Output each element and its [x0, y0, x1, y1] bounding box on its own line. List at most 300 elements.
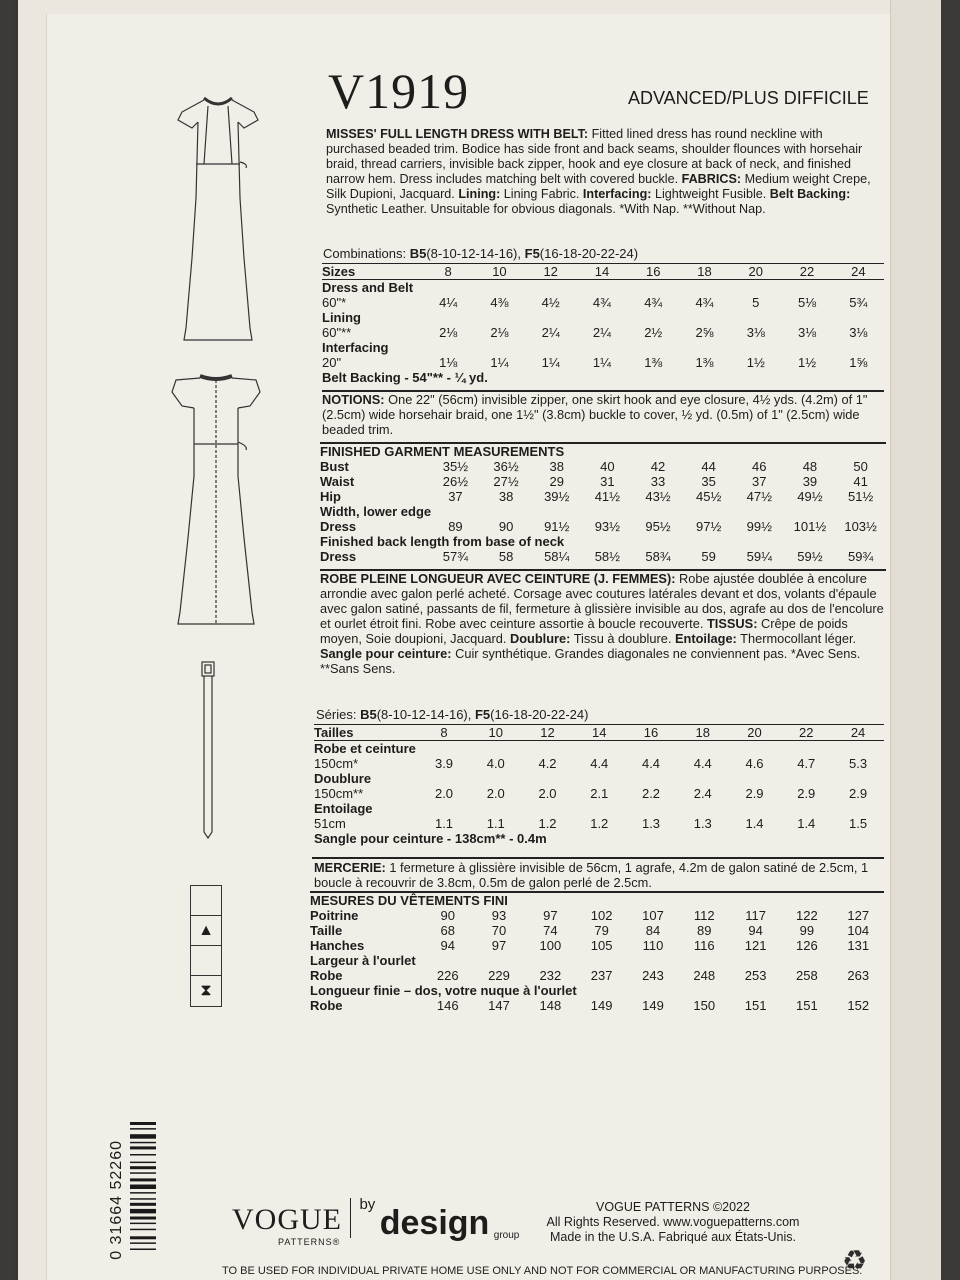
- en-yardage-0-value: 5⅛: [797, 295, 817, 310]
- fr-yardage-2-value: 1.4: [797, 816, 816, 831]
- barcode-bar: [130, 1142, 156, 1144]
- english-description: [326, 127, 881, 217]
- table-row: [314, 816, 884, 831]
- table-row: [320, 489, 886, 504]
- table-row: [314, 756, 884, 771]
- vogue-logo: VOGUE: [232, 1203, 342, 1236]
- fr-finished-title-row-label: [310, 893, 884, 908]
- en-yardage-0-value: 5¾: [849, 295, 868, 310]
- en-finished-2-value: 49½: [797, 489, 823, 504]
- en-finished-1-value: 29: [549, 474, 564, 489]
- fr-yardage-0-value: 5.3: [849, 756, 868, 771]
- fabrics-text: Medium weight Crepe, Silk Dupioni, Jacquard.: [326, 172, 871, 201]
- fr-length-value: 147: [488, 998, 510, 1013]
- fr-size-20: 20: [729, 725, 781, 741]
- en-width-value: 91½: [544, 519, 570, 534]
- en-yardage-0-value: 4¾: [644, 295, 663, 310]
- en-yardage-2-value: 1⅝: [849, 355, 868, 370]
- french-yardage-table: [314, 724, 884, 846]
- fr-size-14: 14: [573, 725, 625, 741]
- fr-width-title-row-title: Largeur à l'ourlet: [310, 953, 416, 968]
- en-size-20: 20: [730, 264, 781, 280]
- en-sizes-label: Sizes: [322, 264, 423, 280]
- en-yardage-1-value: 3⅛: [746, 325, 765, 340]
- barcode-bar: [130, 1192, 156, 1194]
- fr-yardage-2-row-title: Entoilage: [314, 801, 373, 816]
- en-size-24: 24: [833, 264, 884, 280]
- en-length-value: 58¼: [544, 549, 570, 564]
- group-text: group: [493, 1230, 520, 1241]
- copyright-line-2: All Rights Reserved. www.voguepatterns.com: [546, 1215, 800, 1229]
- combinations-line: [323, 246, 638, 261]
- combo-b5-sizes: (8-10-12-14-16),: [426, 246, 525, 261]
- copyright-line-3: Made in the U.S.A. Fabriqué aux États-Unis.: [550, 1230, 796, 1244]
- en-length-value: 58¾: [645, 549, 671, 564]
- en-width-title-row-label: [320, 504, 886, 519]
- hourglass-icon: [191, 976, 221, 1005]
- fr-width-value: 243: [642, 968, 664, 983]
- table-row: [320, 459, 886, 474]
- fr-yardage-0-value: 4.0: [486, 756, 505, 771]
- doublure-label: Doublure:: [509, 631, 571, 646]
- table-row: [310, 908, 884, 923]
- en-width-value: 95½: [645, 519, 671, 534]
- en-yardage-2-row-title: Interfacing: [322, 340, 389, 355]
- en-width-label: Dress: [320, 519, 357, 534]
- fr-width-title-row-label: [310, 953, 884, 968]
- fr-width-value: 226: [436, 968, 459, 983]
- fr-finished-2-label: Hanches: [310, 938, 365, 953]
- fr-finished-1-value: 104: [847, 923, 870, 938]
- fr-size-10: 10: [470, 725, 522, 741]
- serie-label: Séries:: [316, 707, 361, 722]
- en-width-title-row-title: Width, lower edge: [320, 504, 432, 519]
- fr-finished-1-value: 99: [799, 923, 815, 938]
- notions-block: [322, 392, 887, 437]
- en-finished-0-value: 44: [701, 459, 716, 474]
- fr-length-value: 149: [590, 998, 613, 1013]
- en-yardage-2-value: 1½: [746, 355, 765, 370]
- notation-up-glyph: ▲: [198, 921, 214, 939]
- belt-backing-line: Belt Backing - 54"** - ¼ yd.: [322, 370, 488, 385]
- fr-width-value: 258: [796, 968, 818, 983]
- entoilage-label: Entoilage:: [674, 631, 737, 646]
- serie-f5-sizes: (16-18-20-22-24): [490, 707, 589, 722]
- barcode-bar: [130, 1146, 156, 1149]
- fr-yardage-1-row-title: Doublure: [314, 771, 372, 786]
- fr-finished-0-value: 117: [745, 908, 766, 923]
- fr-yardage-1-value: 2.0: [486, 786, 505, 801]
- fr-length-value: 146: [436, 998, 459, 1013]
- notions-label: NOTIONS:: [322, 392, 385, 407]
- english-yardage-table: [322, 263, 884, 385]
- en-length-value: 58½: [594, 549, 621, 564]
- en-size-14: 14: [576, 264, 627, 280]
- en-finished-2-label: Hip: [320, 489, 341, 504]
- barcode-bar: [130, 1217, 156, 1220]
- barcode-bar: [130, 1172, 156, 1174]
- fr-finished-0-value: 90: [440, 908, 455, 923]
- fr-yardage-2-value: 1.3: [641, 816, 661, 831]
- en-width-value: 99½: [746, 519, 772, 534]
- fr-width-value: 232: [539, 968, 562, 983]
- serie-b5: B5: [360, 707, 377, 722]
- en-length-value: 59: [701, 549, 716, 564]
- combo-f5-sizes: (16-18-20-22-24): [539, 246, 639, 261]
- fr-yardage-2-value: 1.2: [590, 816, 609, 831]
- sangle-label: Sangle pour ceinture:: [320, 646, 452, 661]
- interfacing-text: Lightweight Fusible.: [651, 187, 770, 201]
- fr-width-value: 248: [693, 968, 716, 983]
- barcode-bar: [130, 1154, 156, 1156]
- notation-nap-glyph: ⧗: [200, 981, 212, 999]
- fr-length-value: 151: [744, 998, 767, 1013]
- fr-desc-text: Robe ajustée doublée à encolure arrondie avec galon perlé acheté. Corsage avec coutures latérales devant et dos, volants d'épaule avec galon satiné, passants de fil, fermeture à glissière invisible au dos, agrafe au dos de l'encolure et ourlet étroit fini. Robe avec ceinture assortie à boucle recouverte.: [320, 571, 884, 631]
- en-yardage-1-value: 3⅛: [797, 325, 817, 340]
- design-text: design: [379, 1204, 490, 1242]
- entoilage-text: Thermocollant léger.: [736, 631, 857, 646]
- barcode: [128, 1118, 158, 1278]
- fr-yardage-2-label: 51cm: [314, 816, 346, 831]
- fr-length-title-row-title: Longueur finie – dos, votre nuque à l'ourlet: [310, 983, 577, 998]
- fr-yardage-2-value: 1.1: [486, 816, 505, 831]
- table-row: [310, 968, 884, 983]
- en-finished-1-value: 35: [701, 474, 716, 489]
- en-yardage-0-value: 4¾: [592, 295, 611, 310]
- sangle-row: [314, 831, 884, 846]
- fr-yardage-0-value: 4.4: [693, 756, 712, 771]
- fr-finished-2-value: 105: [590, 938, 613, 953]
- fr-size-16: 16: [625, 725, 677, 741]
- en-yardage-0-value: 5: [752, 295, 760, 310]
- fr-finished-0-value: 93: [491, 908, 507, 923]
- barcode-bar: [130, 1185, 156, 1190]
- en-length-value: 57¾: [442, 549, 469, 564]
- en-finished-1-label: Waist: [320, 474, 355, 489]
- en-yardage-1-value: 2⅛: [490, 325, 509, 340]
- fabrics-label: FABRICS:: [681, 172, 742, 186]
- notions-text: One 22" (56cm) invisible zipper, one skirt hook and eye closure, 4½ yds. (4.2m) of 1" (2.5cm) wide horsehair braid, one 1½" (3.8cm) buckle to cover, ½ yd. (0.5m) of 1" (2.5cm) wide beaded trim.: [322, 392, 868, 437]
- en-sizes-header: [322, 264, 884, 280]
- fr-size-12: 12: [522, 725, 574, 741]
- fr-finished-1-value: 94: [748, 923, 763, 938]
- fr-finished-0-value: 112: [693, 908, 715, 923]
- en-length-title-row-title: Finished back length from base of neck: [320, 534, 565, 549]
- en-width-value: 89: [448, 519, 463, 534]
- en-yardage-2-value: 1¼: [490, 355, 509, 370]
- table-row: [310, 998, 884, 1013]
- en-finished-1-value: 41: [853, 474, 868, 489]
- barcode-bar: [130, 1162, 156, 1164]
- fr-yardage-1-value: 2.1: [590, 786, 609, 801]
- fr-yardage-0-row-title: Robe et ceinture: [314, 741, 416, 756]
- by-design-logo: [350, 1196, 520, 1242]
- table-row: [320, 519, 886, 534]
- en-yardage-0-label: 60"*: [322, 295, 347, 310]
- lining-text: Lining Fabric.: [500, 187, 583, 201]
- combo-b5: B5: [409, 246, 427, 261]
- barcode-bar: [130, 1198, 156, 1200]
- fr-finished-0-value: 102: [590, 908, 613, 923]
- combo-label: Combinations:: [323, 246, 410, 261]
- fr-length-label: Robe: [310, 998, 343, 1013]
- barcode-bar: [130, 1122, 156, 1125]
- en-yardage-1-value: 3⅛: [849, 325, 868, 340]
- en-finished-2-value: 39½: [544, 489, 570, 504]
- fr-finished-2-value: 110: [642, 938, 664, 953]
- fr-yardage-2-value: 1.4: [745, 816, 764, 831]
- en-finished-title-row-label: [320, 444, 886, 459]
- belt-backing-text: Synthetic Leather. Unsuitable for obvious diagonals. *With Nap. **Without Nap.: [326, 202, 766, 216]
- belt-sketch: [198, 660, 218, 840]
- en-finished-2-value: 37: [448, 489, 463, 504]
- fr-length-value: 149: [642, 998, 664, 1013]
- en-yardage-1-value: 2⅛: [439, 325, 458, 340]
- back-dress-sketch: [166, 366, 266, 628]
- en-finished-0-value: 38: [549, 459, 564, 474]
- fr-finished-1-value: 70: [491, 923, 507, 938]
- barcode-bar: [130, 1166, 156, 1169]
- fr-finished-1-value: 89: [697, 923, 712, 938]
- en-size-18: 18: [679, 264, 730, 280]
- french-finished-table: [310, 893, 884, 1013]
- fr-width-label: Robe: [310, 968, 343, 983]
- fr-length-value: 151: [796, 998, 818, 1013]
- nap-notation-box: [190, 885, 222, 1007]
- fr-finished-2-value: 94: [440, 938, 455, 953]
- fr-yardage-0-value: 4.2: [538, 756, 557, 771]
- barcode-bar: [130, 1134, 156, 1139]
- legal-notice: TO BE USED FOR INDIVIDUAL PRIVATE HOME USE ONLY AND NOT FOR COMMERCIAL OR MANUFACTURING PURPOSES.: [222, 1265, 863, 1277]
- en-finished-2-value: 41½: [594, 489, 621, 504]
- fr-yardage-2-value: 1.1: [434, 816, 454, 831]
- mercerie-text: 1 fermeture à glissière invisible de 56cm, 1 agrafe, 4.2m de galon satiné de 2.5cm, 1 boucle à recouvrir de 3.8cm, 0.5m de galon perlé de 2.5cm.: [314, 860, 869, 890]
- en-width-value: 93½: [594, 519, 621, 534]
- en-yardage-2-label: 20": [322, 355, 342, 370]
- fr-yardage-1-value: 2.9: [797, 786, 816, 801]
- fr-yardage-1-row-label: [314, 771, 884, 786]
- fr-yardage-0-value: 4.6: [745, 756, 764, 771]
- en-yardage-0-value: 4½: [541, 295, 560, 310]
- fr-length-value: 152: [847, 998, 870, 1013]
- fr-finished-2-value: 131: [847, 938, 870, 953]
- notation-blank-2: [191, 946, 221, 976]
- mercerie-label: MERCERIE:: [314, 860, 386, 875]
- fr-finished-1-label: Taille: [310, 923, 343, 938]
- fr-yardage-0-value: 3.9: [434, 756, 454, 771]
- envelope-flap: [890, 0, 941, 1280]
- fr-finished-0-value: 107: [642, 908, 664, 923]
- en-yardage-0-row-title: Dress and Belt: [322, 280, 414, 295]
- fr-yardage-1-value: 2.9: [745, 786, 764, 801]
- fr-length-value: 150: [693, 998, 716, 1013]
- table-row: [314, 786, 884, 801]
- en-size-22: 22: [781, 264, 832, 280]
- barcode-bar: [130, 1249, 156, 1251]
- table-row: [320, 549, 886, 564]
- fr-yardage-2-row-label: [314, 801, 884, 816]
- desc-text: Fitted lined dress has round neckline with purchased beaded trim. Bodice has side front and back seams, shoulder flounces with horsehair braid, thread carriers, invisible back zipper, hook and eye closure at back of neck, and finished narrow hem. Dress includes matching belt with covered buckle.: [326, 127, 863, 186]
- en-yardage-1-value: 2⅝: [695, 325, 714, 340]
- en-yardage-1-value: 2½: [644, 325, 663, 340]
- en-size-10: 10: [474, 264, 525, 280]
- en-width-value: 101½: [793, 519, 827, 534]
- fr-finished-2-value: 97: [491, 938, 507, 953]
- table-row: [322, 355, 884, 370]
- fr-finished-1-value: 84: [645, 923, 661, 938]
- fr-yardage-1-label: 150cm**: [314, 786, 364, 801]
- en-finished-2-value: 38: [498, 489, 514, 504]
- en-length-value: 59¾: [847, 549, 874, 564]
- fr-yardage-1-value: 2.9: [849, 786, 868, 801]
- fr-desc-title: ROBE PLEINE LONGUEUR AVEC CEINTURE (J. FEMMES):: [320, 571, 676, 586]
- barcode-bar: [130, 1209, 156, 1214]
- en-finished-1-value: 31: [600, 474, 615, 489]
- en-finished-1-value: 27½: [493, 474, 519, 489]
- copyright-line-1: VOGUE PATTERNS ©2022: [596, 1200, 750, 1214]
- en-finished-1-value: 33: [650, 474, 666, 489]
- notation-blank: [191, 886, 221, 916]
- en-yardage-0-row-label: [322, 280, 884, 296]
- series-line: [316, 707, 588, 722]
- en-finished-0-value: 36½: [493, 459, 519, 474]
- fr-sizes-header: [314, 725, 884, 741]
- en-finished-2-value: 47½: [746, 489, 772, 504]
- fr-yardage-2-value: 1.5: [849, 816, 868, 831]
- en-yardage-0-value: 4¼: [439, 295, 458, 310]
- en-finished-0-value: 50: [853, 459, 868, 474]
- en-finished-0-value: 42: [650, 459, 666, 474]
- table-row: [310, 923, 884, 938]
- en-yardage-1-value: 2¼: [541, 325, 560, 340]
- en-finished-1-value: 26½: [442, 474, 469, 489]
- fr-yardage-2-value: 1.3: [693, 816, 712, 831]
- en-width-value: 90: [498, 519, 514, 534]
- en-finished-0-value: 35½: [442, 459, 469, 474]
- fr-yardage-0-row-label: [314, 741, 884, 757]
- en-finished-2-value: 51½: [847, 489, 874, 504]
- vogue-patterns-sub: PATTERNS®: [278, 1237, 341, 1247]
- fr-yardage-1-value: 2.0: [538, 786, 557, 801]
- en-yardage-2-value: 1½: [797, 355, 817, 370]
- fr-finished-0-value: 127: [847, 908, 870, 923]
- recycle-icon: ♻: [842, 1245, 868, 1276]
- fr-finished-0-label: Poitrine: [310, 908, 359, 923]
- en-finished-title-row-title: FINISHED GARMENT MEASUREMENTS: [320, 444, 565, 459]
- fr-sizes-label: Tailles: [314, 725, 418, 741]
- en-size-12: 12: [525, 264, 576, 280]
- english-finished-table: [320, 444, 886, 564]
- fr-finished-0-value: 97: [543, 908, 558, 923]
- en-yardage-2-value: 1⅛: [439, 355, 458, 370]
- barcode-bar: [130, 1242, 156, 1244]
- en-finished-0-value: 46: [752, 459, 767, 474]
- lining-label: Lining:: [458, 187, 501, 201]
- en-finished-0-label: Bust: [320, 459, 349, 474]
- fr-finished-2-value: 126: [796, 938, 818, 953]
- fr-yardage-1-value: 2.4: [693, 786, 712, 801]
- serie-f5: F5: [474, 707, 491, 722]
- en-finished-0-value: 40: [600, 459, 615, 474]
- barcode-bar: [130, 1178, 156, 1181]
- mercerie-rule: [312, 857, 884, 859]
- en-finished-1-value: 37: [752, 474, 767, 489]
- en-size-16: 16: [628, 264, 679, 280]
- fr-yardage-1-value: 2.2: [641, 786, 661, 801]
- interfacing-label: Interfacing:: [582, 187, 652, 201]
- serie-b5-sizes: (8-10-12-14-16),: [376, 707, 475, 722]
- fr-size-18: 18: [677, 725, 729, 741]
- fr-finished-title-row-title: MESURES DU VÊTEMENTS FINI: [310, 893, 508, 908]
- en-yardage-2-value: 1¼: [541, 355, 560, 370]
- table-row: [320, 474, 886, 489]
- en-length-label: Dress: [320, 549, 357, 564]
- fr-size-24: 24: [832, 725, 884, 741]
- en-finished-2-value: 43½: [645, 489, 671, 504]
- en-yardage-1-label: 60"**: [322, 325, 352, 340]
- barcode-bar: [130, 1128, 156, 1130]
- en-length-value: 59½: [797, 549, 823, 564]
- en-yardage-0-value: 4¾: [695, 295, 714, 310]
- fr-finished-0-value: 122: [796, 908, 818, 923]
- fr-width-value: 229: [488, 968, 510, 983]
- en-yardage-0-value: 4⅜: [490, 295, 509, 310]
- tissus-text: Crêpe de poids moyen, Soie doupioni, Jacquard.: [320, 616, 848, 646]
- en-yardage-2-value: 1⅜: [695, 355, 714, 370]
- doublure-text: Tissu à doublure.: [570, 631, 675, 646]
- combo-f5: F5: [524, 246, 540, 261]
- en-finished-2-value: 45½: [695, 489, 722, 504]
- fr-yardage-1-value: 2.0: [434, 786, 454, 801]
- en-yardage-1-value: 2¼: [592, 325, 611, 340]
- difficulty-label: ADVANCED/PLUS DIFFICILE: [628, 88, 869, 108]
- fr-yardage-0-label: 150cm*: [314, 756, 359, 771]
- fr-finished-1-value: 79: [594, 923, 609, 938]
- sangle-text: Cuir synthétique. Grandes diagonales ne conviennent pas. *Avec Sens. **Sans Sens.: [320, 646, 861, 676]
- barcode-digits: 0 31664 52260: [108, 1140, 125, 1260]
- en-yardage-2-value: 1¼: [592, 355, 611, 370]
- by-text: by: [359, 1196, 376, 1213]
- fr-finished-2-value: 100: [539, 938, 562, 953]
- fr-yardage-0-value: 4.4: [641, 756, 661, 771]
- fr-yardage-0-value: 4.7: [797, 756, 816, 771]
- en-finished-1-value: 39: [802, 474, 818, 489]
- en-size-8: 8: [423, 264, 474, 280]
- pattern-number: V1919: [328, 63, 470, 119]
- table-row: [322, 295, 884, 310]
- barcode-bar: [130, 1203, 156, 1206]
- desc-title: MISSES' FULL LENGTH DRESS WITH BELT:: [326, 127, 589, 141]
- fr-size-22: 22: [780, 725, 832, 741]
- table-row: [322, 325, 884, 340]
- copyright-block: [528, 1200, 818, 1245]
- fr-width-value: 263: [847, 968, 870, 983]
- front-dress-sketch: [168, 88, 268, 348]
- en-yardage-2-row-label: [322, 340, 884, 355]
- en-length-title-row-label: [320, 534, 886, 549]
- en-finished-0-value: 48: [802, 459, 818, 474]
- en-yardage-2-value: 1⅜: [644, 355, 663, 370]
- barcode-bar: [130, 1229, 156, 1231]
- fr-length-title-row-label: [310, 983, 884, 998]
- fr-finished-1-value: 74: [543, 923, 558, 938]
- fr-width-value: 253: [744, 968, 767, 983]
- fr-finished-2-value: 121: [744, 938, 767, 953]
- table-row: [310, 938, 884, 953]
- fr-length-value: 148: [539, 998, 562, 1013]
- en-length-value: 58: [498, 549, 514, 564]
- mercerie-block: [314, 860, 884, 890]
